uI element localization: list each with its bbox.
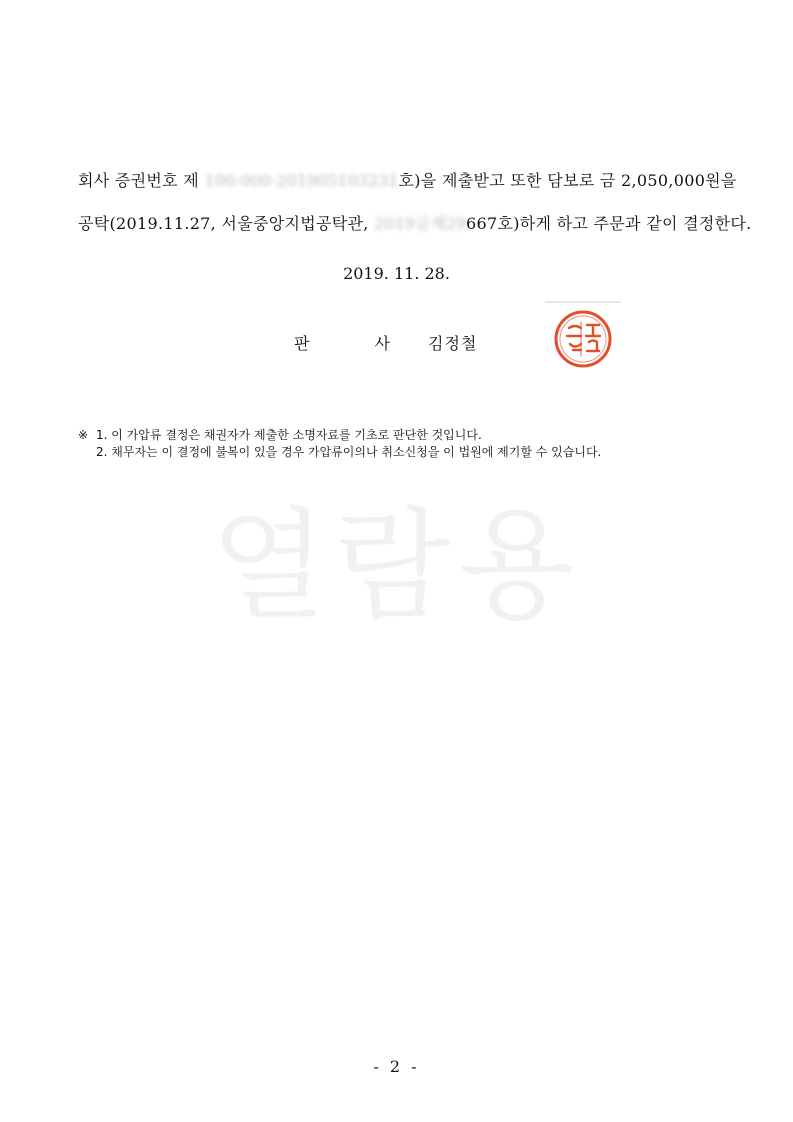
judge-seal-stamp — [543, 300, 623, 372]
note-text-1: 1. 이 가압류 결정은 채권자가 제출한 소명자료를 기초로 판단한 것입니다. — [96, 428, 482, 442]
decision-date: 2019. 11. 28. — [343, 264, 450, 283]
body-line-2 — [78, 211, 752, 234]
judge-title: 판 사 — [294, 334, 420, 353]
body-line-2-suffix: 667호)하게 하고 주문과 같이 결정한다. — [466, 214, 752, 233]
note-item-1 — [78, 427, 601, 444]
body-line-1 — [78, 168, 737, 191]
page-number: - 2 - — [373, 1057, 420, 1076]
notes-section — [78, 427, 601, 461]
body-line-1-suffix: 호)을 제출받고 또한 담보로 금 2,050,000원을 — [398, 171, 737, 190]
reference-mark: ※ — [78, 428, 89, 442]
note-item-2 — [78, 444, 601, 461]
masked-deposit-number: 2019금제29 — [374, 214, 467, 233]
body-line-2-prefix: 공탁(2019.11.27, 서울중앙지법공탁관, — [78, 214, 375, 233]
seal-icon — [543, 300, 623, 372]
watermark: 열람용 — [210, 497, 583, 636]
judge-name: 김정철 — [428, 334, 478, 353]
body-line-1-prefix: 회사 증권번호 제 — [78, 171, 205, 190]
note-text-2: 2. 채무자는 이 결정에 불복이 있을 경우 가압류이의나 취소신청을 이 법원에 제기할 수 있습니다. — [96, 445, 602, 459]
masked-certificate-number: 100-000-201905103231 — [204, 171, 399, 190]
